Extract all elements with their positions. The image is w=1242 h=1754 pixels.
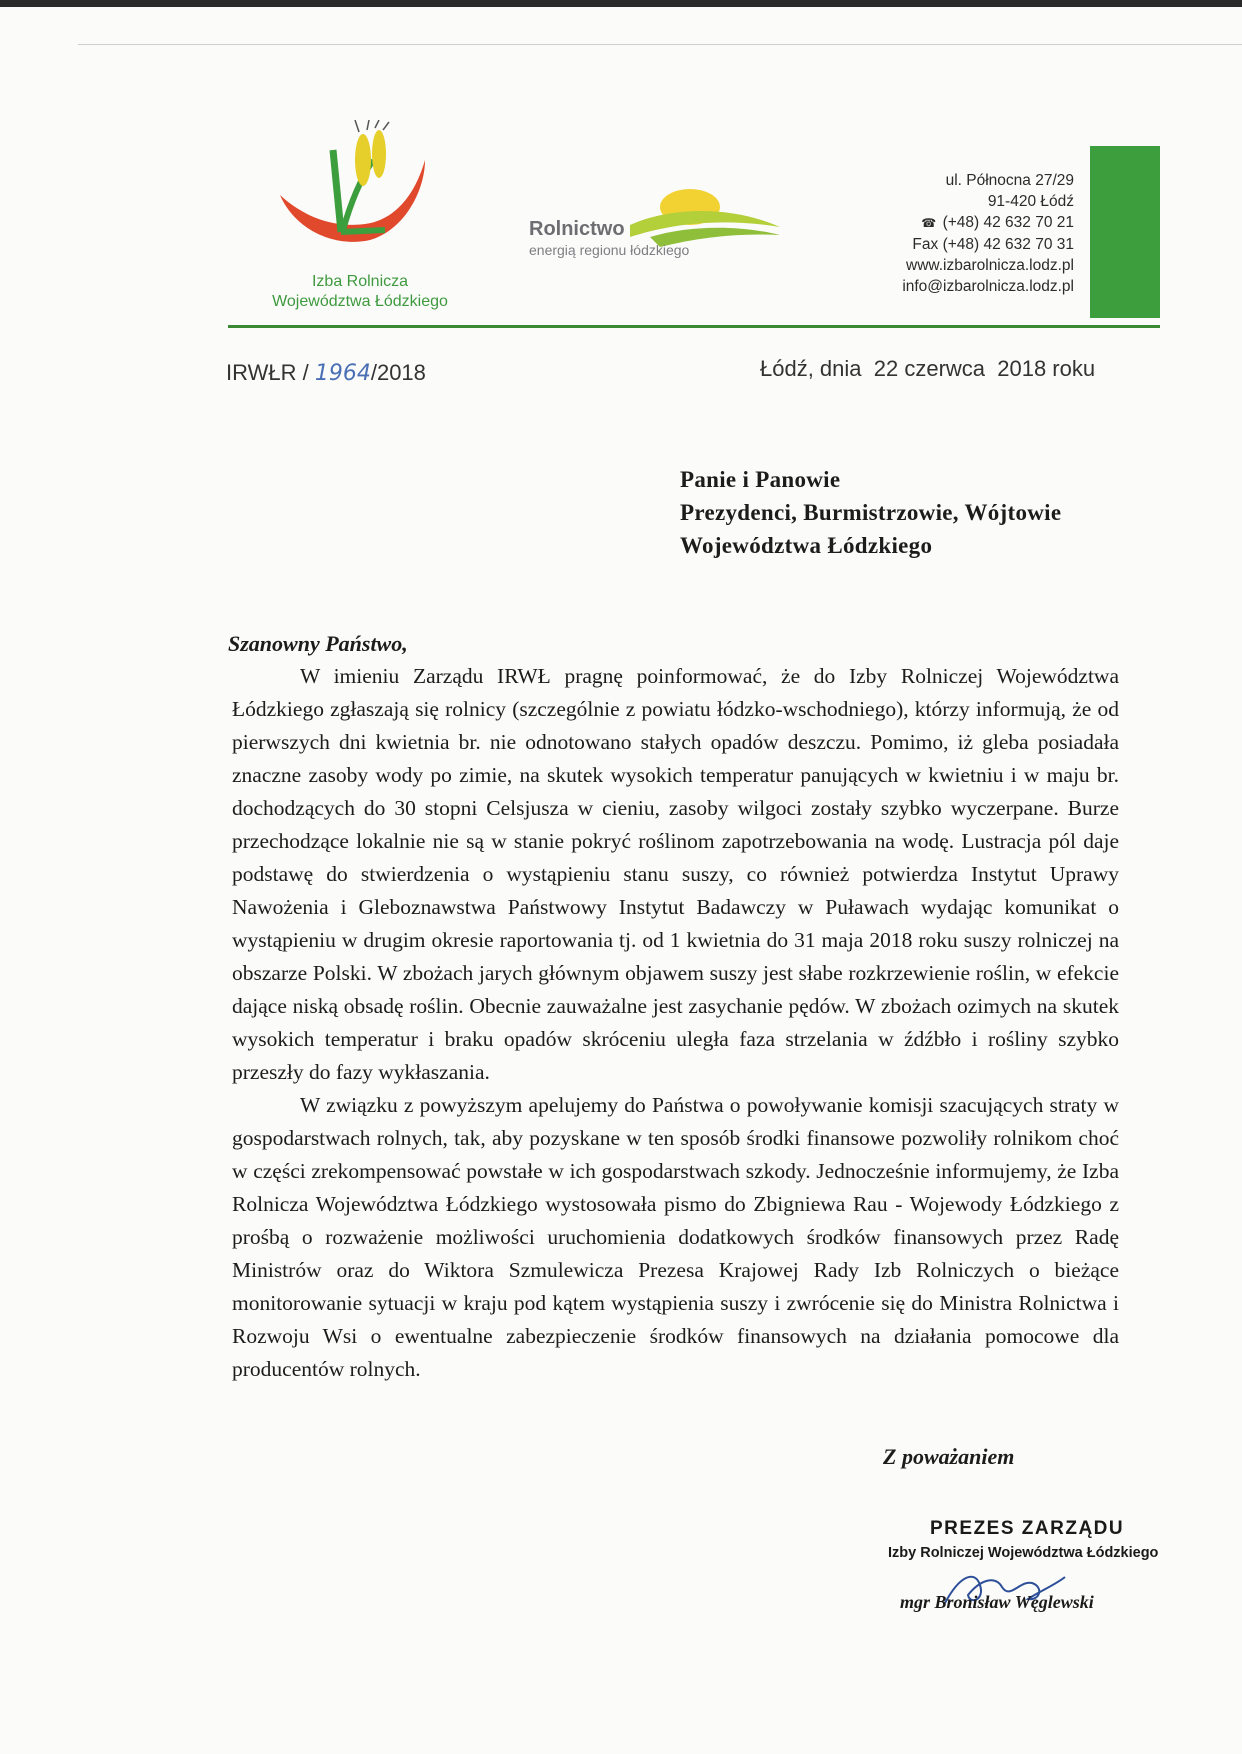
letter-date: Łódź, dnia 22 czerwca 2018 roku [760, 356, 1096, 381]
contact-block [780, 170, 1074, 297]
body-paragraph: W związku z powyższym apelujemy do Państwa o powoływanie komisji szacujących straty w gospodarstwach rolnych, tak, aby pozyskane w ten sposób środki finansowe pozwoliły rolnikom choć w części zrekompensować powstałe w ich gospodarstwach szkody. Jednocześnie informujemy, że Izba Rolnicza Województwa Łódzkiego wystosowała pismo do Zbigniewa Rau - Wojewody Łódzkiego z prośbą o rozważenie możliwości uruchomienia dodatkowych środków finansowych przez Radę Ministrów oraz do Wiktora Szmulewicza Prezesa Krajowej Rady Izb Rolniczych o bieżące monitorowanie sytuacji w kraju pod kątem wystąpienia suszy i zwrócenie się do Ministra Rolnictwa i Rozwoju Wsi o ewentualne zabezpieczenie środków finansowych na działania pomocowe dla producentów rolnych. [232, 1093, 1119, 1381]
recipient-line: Województwa Łódzkiego [680, 533, 933, 558]
signature-organization: Izby Rolniczej Województwa Łódzkiego [888, 1545, 1159, 1561]
body-paragraph: W imieniu Zarządu IRWŁ pragnę poinformować, że do Izby Rolniczej Województwa Łódzkiego zgłaszają się rolnicy (szczególnie z powiatu łódzko-wschodniego), którzy informują, że od pierwszych dni kwietnia br. nie odnotowano stałych opadów deszczu. Pomimo, iż gleba posiadała znaczne zasoby wody po zimie, na skutek wysokich temperatur panujących w kwietniu i w maju br. dochodzących do 30 stopni Celsjusza w cieniu, zasoby wilgoci zostały szybko wyczerpane. Burze przechodzące lokalnie nie są w stanie pokryć roślinom zapotrzebowania na wodę. Lustracja pól daje podstawę do stwierdzenia o wystąpieniu stanu suszy, co również potwierdza Instytut Uprawy Nawożenia i Gleboznawstwa Państwowy Instytut Badawczy w Puławach wydając komunikat o wystąpieniu w drugim okresie raportowania tj. od 1 kwietnia do 31 maja 2018 roku suszy rolniczej na obszarze Polski. W zbożach jarych głównym objawem suszy jest słabe rozkrzewienie roślin, w efekcie dające niską obsadę roślin. Obecnie zauważalne jest zasychanie pędów. W zbożach ozimych na skutek wysokich temperatur i braku opadów skróceniu uległa faza strzelania w źdźbło i rośliny szybko przeszły do fazy wykłaszania. [232, 664, 1119, 1084]
signature-name: mgr Bronisław Węglewski [900, 1592, 1094, 1612]
slogan-title: Rolnictwo [529, 218, 625, 240]
closing: Z poważaniem [883, 1444, 1015, 1469]
header-divider [228, 325, 1160, 328]
org-name-line2: Województwa Łódzkiego [272, 293, 448, 310]
contact-fax: Fax (+48) 42 632 70 31 [912, 236, 1074, 253]
recipient-line: Panie i Panowie [680, 467, 841, 492]
contact-postal: 91-420 Łódź [987, 193, 1074, 210]
salutation: Szanowny Państwo, [228, 631, 408, 656]
signature-title: PREZES ZARZĄDU [930, 1518, 1125, 1539]
scan-edge [0, 0, 1242, 7]
phone-icon: ☎ [921, 216, 937, 230]
contact-www: www.izbarolnicza.lodz.pl [906, 257, 1074, 274]
contact-phone: (+48) 42 632 70 21 [942, 214, 1074, 231]
slogan-logo [525, 185, 775, 265]
recipient-block [680, 463, 1061, 562]
reference-number [226, 360, 426, 386]
wheat-logo-icon [275, 120, 445, 270]
irwl-logo [250, 120, 470, 315]
scan-line [78, 44, 1242, 45]
recipient-line: Prezydenci, Burmistrzowie, Wójtowie [680, 500, 1062, 525]
contact-email: info@izbarolnicza.lodz.pl [902, 278, 1074, 295]
contact-street: ul. Północna 27/29 [945, 172, 1074, 189]
contact-phone-row [780, 212, 1074, 234]
letter-body [232, 660, 1119, 1386]
slogan-subtitle: energią regionu łódzkiego [529, 242, 690, 258]
reference-handwritten-number: 1964 [314, 361, 371, 386]
org-name-line1: Izba Rolnicza [311, 273, 409, 290]
green-accent-bar [1090, 146, 1160, 318]
reference-suffix: /2018 [370, 360, 426, 385]
reference-prefix: IRWŁR / [226, 360, 309, 385]
